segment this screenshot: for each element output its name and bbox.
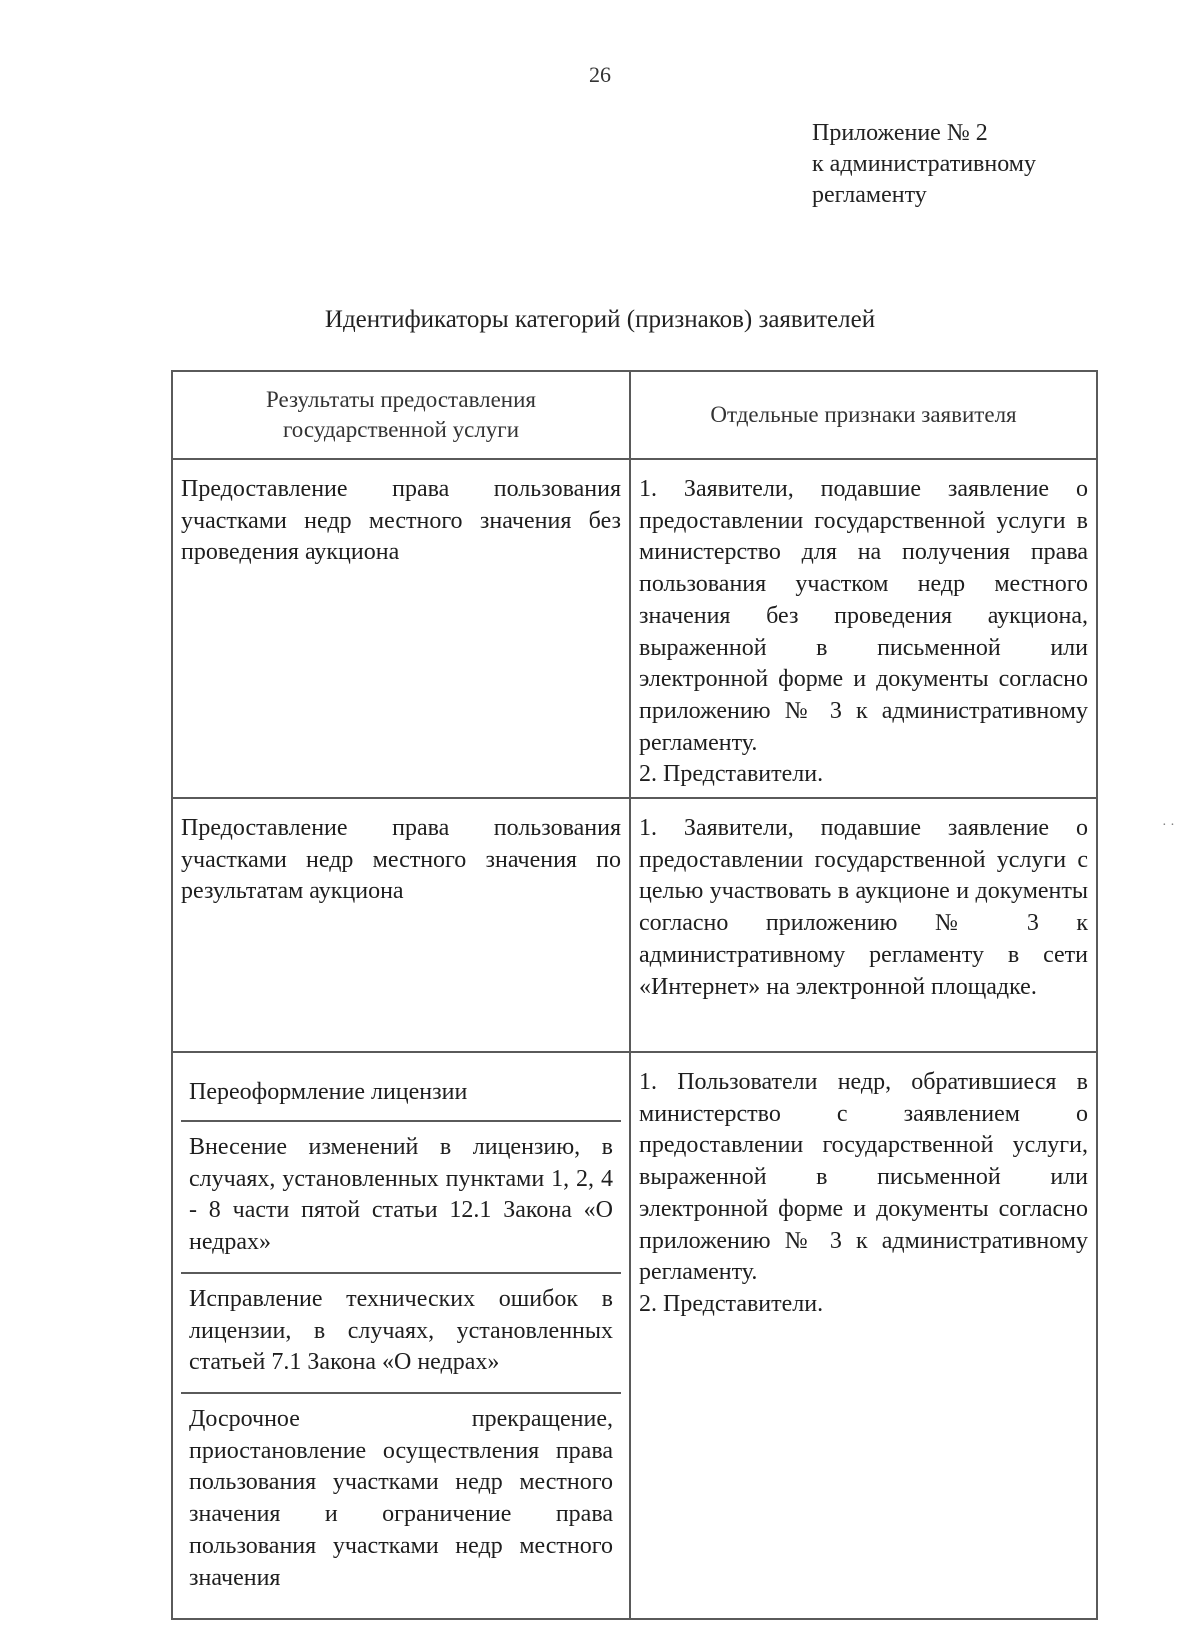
table-row [172,459,1097,798]
applicant-categories-table [171,370,1098,1620]
row1-sign-1: 1. Заявители, подавшие заявление о предоставлении государственной услуги в министерство для на получения права пользования участком недр местного значения без проведения аукциона, выраженной в письменной или электронной форме и документы согласно приложению № 3 к административному регламенту. [639,476,1088,756]
row1-signs [630,459,1097,798]
row3-result-2: Внесение изменений в лицензию, в случаях, установленных пунктами 1, 2, 4 - 8 части пятой статьи 12.1 Закона «О недрах» [181,1122,621,1274]
table-header-row [172,371,1097,459]
document-title: Идентификаторы категорий (признаков) заявителей [324,306,876,333]
row3-sign-2: 2. Представители. [639,1290,824,1317]
row3-result-3: Исправление технических ошибок в лицензии, в случаях, установленных статьей 7.1 Закона «О недрах» [181,1274,621,1394]
appendix-line-1: Приложение № 2 [812,120,988,146]
row3-sign-1: 1. Пользователи недр, обратившиеся в министерство с заявлением о предоставлении государственной услуги, выраженной в письменной или электронной форме и документы согласно приложению № 3 к административному регламенту. [639,1069,1088,1286]
appendix-line-2: к административному [812,151,1036,177]
row3-result-4: Досрочное прекращение, приостановление осуществления права пользования участками недр местного значения и ограничение права пользования участками недр местного значения [189,1406,613,1591]
row2-sign-1: 1. Заявители, подавшие заявление о предоставлении государственной услуги с целью участвовать в аукционе и документы согласно приложению № 3 к административному регламенту в сети «Интернет» на электронной площадке. [639,815,1088,1000]
header-signs: Отдельные признаки заявителя [630,371,1097,459]
row1-sign-2: 2. Представители. [639,761,824,788]
row2-signs [630,798,1097,1052]
table-row [172,1052,1097,1619]
appendix-note [812,118,1036,211]
table-row [172,798,1097,1052]
appendix-line-3: регламенту [812,182,927,208]
row2-result: Предоставление права пользования участками недр местного значения по результатам аукциона [172,798,630,1052]
page-number: 26 [589,62,611,87]
row3-signs [630,1052,1097,1619]
row3-results [172,1052,630,1619]
row3-result-1: Переоформление лицензии [181,1067,621,1122]
row1-result: Предоставление права пользования участками недр местного значения без проведения аукциона [172,459,630,798]
scan-artifact-mark: · · [1162,818,1175,833]
header-results: Результаты предоставления государственной услуги [172,371,630,459]
